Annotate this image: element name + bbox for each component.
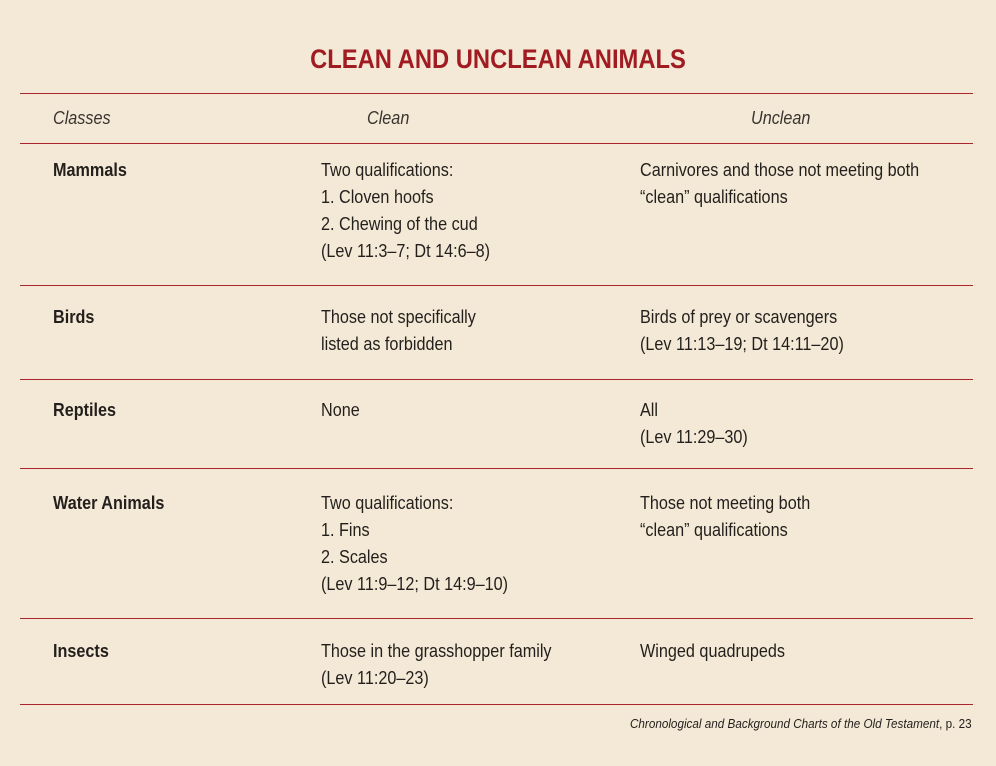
class-name: Insects (53, 641, 109, 661)
header-classes: Classes (53, 108, 111, 128)
unclean-line: Carnivores and those not meeting both (640, 160, 920, 180)
divider (20, 704, 973, 705)
unclean-line: (Lev 11:13–19; Dt 14:11–20) (640, 334, 844, 354)
clean-line: Those not specifically (321, 307, 476, 327)
class-name: Water Animals (53, 493, 165, 513)
clean-cell (321, 397, 360, 424)
unclean-line: Birds of prey or scavengers (640, 307, 838, 327)
header-clean: Clean (367, 108, 410, 128)
class-name: Mammals (53, 160, 127, 180)
clean-line: 1. Fins (321, 520, 370, 540)
clean-cell (321, 304, 476, 358)
clean-line: Those in the grasshopper family (321, 641, 552, 661)
divider (20, 93, 973, 94)
clean-cell (321, 490, 508, 598)
clean-line: (Lev 11:3–7; Dt 14:6–8) (321, 241, 491, 261)
page-title: CLEAN AND UNCLEAN ANIMALS (310, 44, 686, 74)
clean-line: 2. Chewing of the cud (321, 214, 478, 234)
clean-line: Two qualifications: (321, 493, 454, 513)
unclean-line: All (640, 400, 659, 420)
clean-line: (Lev 11:9–12; Dt 14:9–10) (321, 574, 509, 594)
unclean-cell (640, 304, 844, 358)
clean-cell (321, 157, 490, 265)
clean-line: listed as forbidden (321, 334, 453, 354)
unclean-line: “clean” qualifications (640, 187, 788, 207)
source-citation (630, 716, 972, 731)
unclean-cell (640, 397, 748, 451)
unclean-line: Those not meeting both (640, 493, 811, 513)
unclean-line: Winged quadrupeds (640, 641, 786, 661)
clean-line: 1. Cloven hoofs (321, 187, 434, 207)
clean-line: None (321, 400, 360, 420)
divider (20, 379, 973, 380)
divider (20, 618, 973, 619)
unclean-line: “clean” qualifications (640, 520, 788, 540)
clean-cell (321, 638, 552, 692)
unclean-line: (Lev 11:29–30) (640, 427, 748, 447)
clean-line: Two qualifications: (321, 160, 454, 180)
divider (20, 143, 973, 144)
class-name: Reptiles (53, 400, 117, 420)
clean-line: (Lev 11:20–23) (321, 668, 429, 688)
source-page: , p. 23 (939, 716, 972, 731)
header-unclean: Unclean (751, 108, 811, 128)
divider (20, 468, 973, 469)
clean-line: 2. Scales (321, 547, 388, 567)
unclean-cell (640, 157, 919, 211)
unclean-cell (640, 490, 810, 544)
unclean-cell (640, 638, 785, 665)
source-book-title: Chronological and Background Charts of the Old Testament (630, 716, 940, 731)
class-name: Birds (53, 307, 95, 327)
divider (20, 285, 973, 286)
